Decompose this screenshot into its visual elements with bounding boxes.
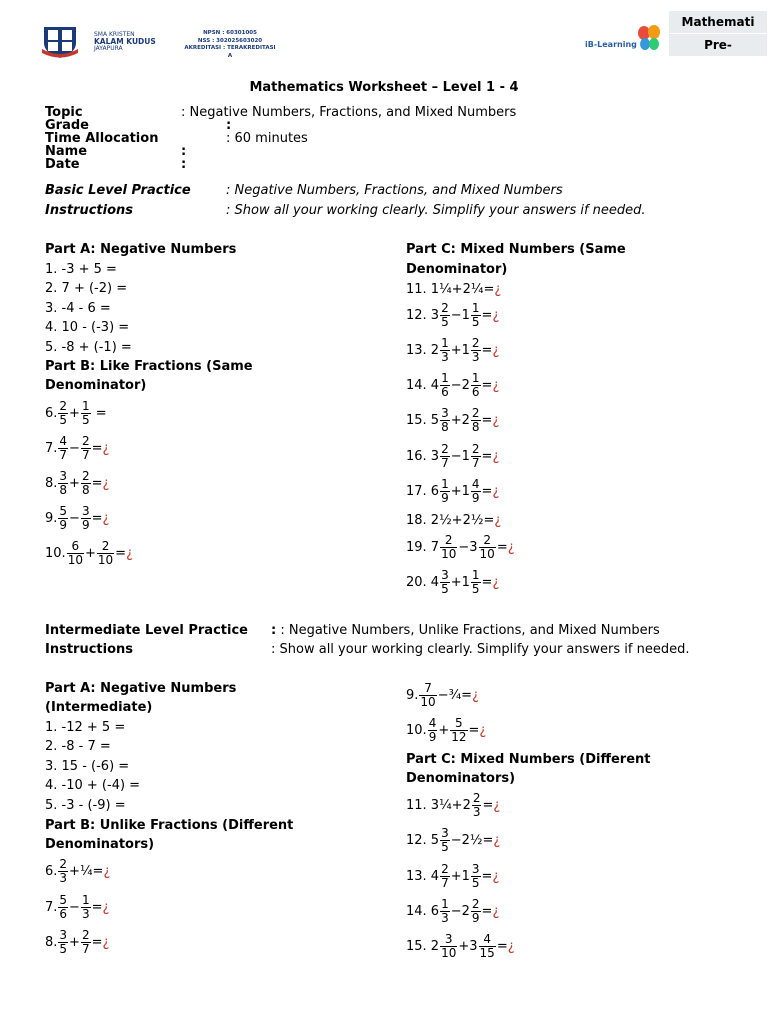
basic-partC-q19: 19. 7 $\frac{2}{10}$ −3 $\frac{2}{10}$ = ¿ [406,533,515,561]
header-cell-subject: Mathemati [669,11,768,34]
basic-partA-title: Part A: Negative Numbers [45,242,237,257]
header-cell-level: Pre- [669,34,768,57]
name-value: : [181,144,187,159]
school-logo [40,25,80,59]
inter-instructions-value: : Show all your working clearly. Simplify your answers if needed. [271,642,690,657]
basic-partC-q11: 11. 1¼+2¼=¿ [406,282,502,297]
header-table [668,10,768,57]
date-value: : [181,157,187,172]
basic-partA-q5: 5. -8 + (-1) = [45,340,132,355]
grade-value: : [226,118,232,133]
inter-partB-title-cont: Denominators) [45,837,155,852]
basic-partB-q10: 10. $\frac{6}{10}$ + $\frac{2}{10}$ = ¿ [45,539,133,567]
basic-partC-title-cont: Denominator) [406,262,508,277]
basic-partC-q13: 13. 2 $\frac{1}{3}$ +1 $\frac{2}{3}$ = ¿ [406,336,500,364]
brand-logo: iB-Learning [585,40,637,49]
inter-partA-title: Part A: Negative Numbers [45,681,237,696]
basic-partB-q6: 6. $\frac{2}{5}$ + $\frac{1}{5}$ = [45,399,107,427]
basic-partA-q4: 4. 10 - (-3) = [45,320,130,335]
school-registration: NPSN : 60301005 NSS : 302025603020 AKREDITASI : TERAKREDITASI A [184,30,276,59]
inter-partC-q15: 15. 2 $\frac{3}{10}$ +3 $\frac{4}{15}$ = ¿ [406,932,515,960]
inter-instructions-label: Instructions [45,642,134,657]
basic-partB-q9: 9. $\frac{5}{9}$ − $\frac{3}{9}$ = ¿ [45,504,110,532]
date-label: Date [45,157,80,172]
basic-partB-q8: 8. $\frac{3}{8}$ + $\frac{2}{8}$ = ¿ [45,469,110,497]
basic-level-label: Basic Level Practice [45,183,191,198]
basic-level-value: : Negative Numbers, Fractions, and Mixed Numbers [226,183,563,198]
inter-partC-title: Part C: Mixed Numbers (Different [406,752,651,767]
basic-partB-title-cont: Denominator) [45,378,147,393]
name-label: Name [45,144,88,159]
basic-partA-q2: 2. 7 + (-2) = [45,281,128,296]
inter-partB-q9: 9. $\frac{7}{10}$ −¾= ¿ [406,681,479,709]
inter-partC-q11: 11. 3¼+2 $\frac{2}{3}$ = ¿ [406,791,501,819]
basic-partC-q16: 16. 3 $\frac{2}{7}$ −1 $\frac{2}{7}$ = ¿ [406,442,500,470]
basic-partA-q1: 1. -3 + 5 = [45,262,117,277]
inter-partA-q3: 3. 15 - (-6) = [45,759,130,774]
inter-partB-q7: 7. $\frac{5}{6}$ − $\frac{1}{3}$ = ¿ [45,893,110,921]
inter-partB-q6: 6. $\frac{2}{3}$ +¼= ¿ [45,857,111,885]
basic-instructions-value: : Show all your working clearly. Simplify your answers if needed. [226,203,646,218]
topic-label: Topic [45,105,83,120]
basic-partC-title: Part C: Mixed Numbers (Same [406,242,626,257]
inter-partA-q2: 2. -8 - 7 = [45,739,111,754]
basic-partA-q3: 3. -4 - 6 = [45,301,111,316]
school-name: SMA KRISTEN KALAM KUDUS JAYAPURA [94,31,156,52]
butterfly-icon [636,24,662,52]
inter-partC-q13: 13. 4 $\frac{2}{7}$ +1 $\frac{3}{5}$ = ¿ [406,862,500,890]
inter-partA-q4: 4. -10 + (-4) = [45,778,141,793]
basic-partC-q18: 18. 2½+2½=¿ [406,513,502,528]
inter-partB-title: Part B: Unlike Fractions (Different [45,818,294,833]
inter-partA-q5: 5. -3 - (-9) = [45,798,126,813]
basic-partC-q12: 12. 3 $\frac{2}{5}$ −1 $\frac{1}{5}$ = ¿ [406,301,500,329]
topic-value: : Negative Numbers, Fractions, and Mixed Numbers [181,105,517,120]
page-title: Mathematics Worksheet – Level 1 - 4 [249,80,519,95]
basic-instructions-label: Instructions [45,203,134,218]
basic-partC-q15: 15. 5 $\frac{3}{8}$ +2 $\frac{2}{8}$ = ¿ [406,406,500,434]
inter-partB-q10: 10. $\frac{4}{9}$ + $\frac{5}{12}$ = ¿ [406,716,487,744]
basic-partC-q14: 14. 4 $\frac{1}{6}$ −2 $\frac{1}{6}$ = ¿ [406,371,500,399]
inter-level-label: Intermediate Level Practice [45,623,248,638]
grade-label: Grade [45,118,89,133]
inter-partC-title-cont: Denominators) [406,771,516,786]
basic-partC-q17: 17. 6 $\frac{1}{9}$ +1 $\frac{4}{9}$ = ¿ [406,477,500,505]
inter-partB-q8: 8. $\frac{3}{5}$ + $\frac{2}{7}$ = ¿ [45,928,110,956]
inter-partC-q14: 14. 6 $\frac{1}{3}$ −2 $\frac{2}{9}$ = ¿ [406,897,500,925]
inter-partC-q12: 12. 5 $\frac{3}{5}$ −2½= ¿ [406,826,501,854]
inter-level-value: : : Negative Numbers, Unlike Fractions, and Mixed Numbers [271,623,660,638]
basic-partB-title: Part B: Like Fractions (Same [45,359,253,374]
basic-partB-q7: 7. $\frac{4}{7}$ − $\frac{2}{7}$ = ¿ [45,434,110,462]
inter-partA-q1: 1. -12 + 5 = [45,720,126,735]
time-label: Time Allocation [45,131,159,146]
inter-partA-title-cont: (Intermediate) [45,700,153,715]
basic-partC-q20: 20. 4 $\frac{3}{5}$ +1 $\frac{1}{5}$ = ¿ [406,568,500,596]
time-value: : 60 minutes [226,131,308,146]
